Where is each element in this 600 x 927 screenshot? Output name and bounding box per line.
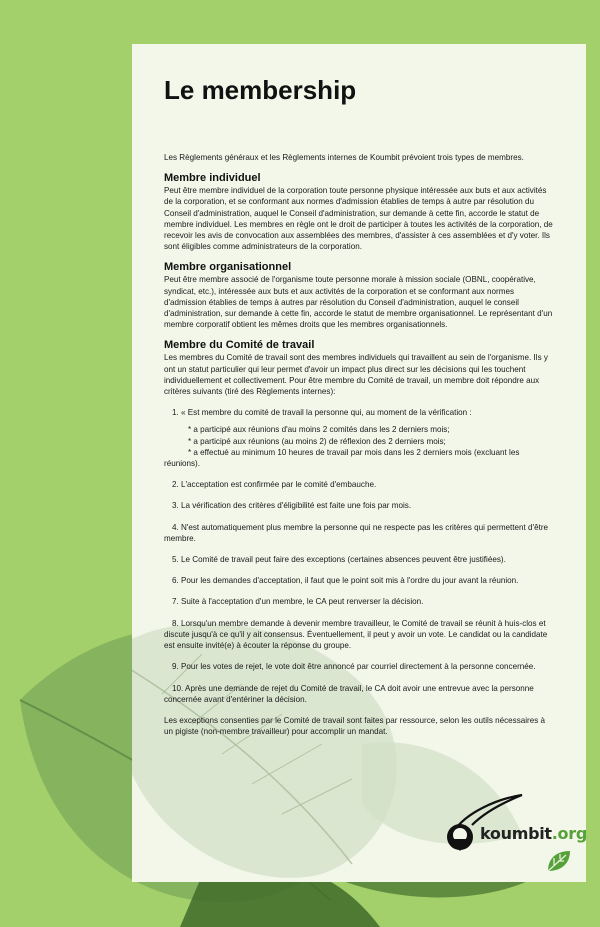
section-body: Les membres du Comité de travail sont des membres individuels qui travaillent au sein de l'organisme. Ils y ont un statut particulier qui leur permet d'avoir un impact plus direct sur les décisions qui les touchent individuellement et collectivement. Pour être membre du Comité de travail, un membre doit répondre aux critères suivants (tiré des Règlements internes): (164, 353, 548, 397)
section-comite-travail (164, 339, 556, 737)
list-item-2: 2. L'acceptation est confirmée par le comité d'embauche. (172, 480, 377, 490)
leaf-logo-icon (546, 849, 572, 873)
section-membre-organisationnel (164, 261, 556, 330)
document-content (164, 74, 556, 746)
list-item-7: 7. Suite à l'acceptation d'un membre, le CA peut renverser la décision. (172, 597, 424, 607)
list-item-3: 3. La vérification des critères d'éligibilité est faite une fois par mois. (172, 501, 412, 511)
list-item-6: 6. Pour les demandes d'acceptation, il faut que le point soit mis à l'ordre du jour avant la réunion. (172, 576, 519, 586)
intro-paragraph: Les Règlements généraux et les Règlements internes de Koumbit prévoient trois types de membres. (164, 153, 524, 162)
bullet-item: * a participé aux réunions d'au moins 2 comités dans les 2 derniers mois; (188, 425, 450, 435)
list-item-1: 1. « Est membre du comité de travail la personne qui, au moment de la vérification : (172, 408, 472, 418)
list-item-8: 8. Lorsqu'un membre demande à devenir membre travailleur, le Comité de travail se réunit à huis-clos et discute jusqu'à ce qu'il y ait consensus. Éventuellement, il peut y avoir un vote. Le candidat ou la candidate est ensuite invité(e) à écouter la réponse du groupe. (164, 618, 548, 651)
bullet-item: * a participé aux réunions (au moins 2) de réflexion des 2 derniers mois; (188, 436, 446, 446)
section-membre-individuel (164, 172, 556, 252)
criteria-bullets (164, 424, 556, 469)
section-body: Peut être membre individuel de la corporation toute personne physique intéressée aux buts et aux activités de la corporation, et se conformant aux normes d'admission établies de temps à autre par résolution du Conseil d'administration, auquel le Conseil d'administration, sur demande à cette fin, accorde le statut de membre individuel. Les membres en règle ont le droit de participer à toutes les activités de la corporation, de recevoir les avis de convocation aux assemblées des membres, d'assister à ces assemblées et d'y voter. Ils sont éligibles comme administrateurs de la corporation. (164, 186, 553, 252)
list-item-9: 9. Pour les votes de rejet, le vote doit être annoncé par courriel directement à la personne concernée. (172, 662, 536, 672)
koumbit-logo-text (480, 824, 587, 843)
list-item-10: 10. Après une demande de rejet du Comité de travail, le CA doit avoir une entrevue avec la personne concernée avant d'entériner la décision. (164, 683, 534, 704)
section-heading: Membre du Comité de travail (164, 339, 315, 352)
section-heading: Membre individuel (164, 172, 261, 185)
page-title: Le membership (164, 75, 357, 105)
list-item-5: 5. Le Comité de travail peut faire des exceptions (certaines absences peuvent être justifiées). (172, 555, 506, 565)
logo-suffix: .org (551, 824, 587, 843)
logo-name: koumbit (480, 824, 552, 843)
bullet-item: * a effectué au minimum 10 heures de travail par mois dans les 2 derniers mois (excluant les réunions). (164, 447, 520, 469)
list-item-4: 4. N'est automatiquement plus membre la personne qui ne respecte pas les critères qui permettent d'être membre. (164, 522, 549, 543)
section-body: Peut être membre associé de l'organisme toute personne morale à mission sociale (OBNL, coopérative, syndicat, etc.), intéressée aux buts et aux activités de la corporation et se conformant aux normes d'admission établies de temps à autres par résolution du Conseil d'administration, auquel le conseil d'administration, sur demande à cette fin, accorde le statut de membre organisationnel. Le représentant d'un membre corporatif obtient les mêmes droits que les membres organisationnels. (164, 275, 553, 330)
section-heading: Membre organisationnel (164, 261, 292, 274)
document-page (132, 44, 586, 882)
koumbit-bird-logo-icon (446, 793, 576, 853)
closing-paragraph: Les exceptions consenties par le Comité de travail sont faites par ressource, selon les outils nécessaires à un pigiste (non-membre travailleur) pour accomplir un mandat. (164, 715, 546, 737)
